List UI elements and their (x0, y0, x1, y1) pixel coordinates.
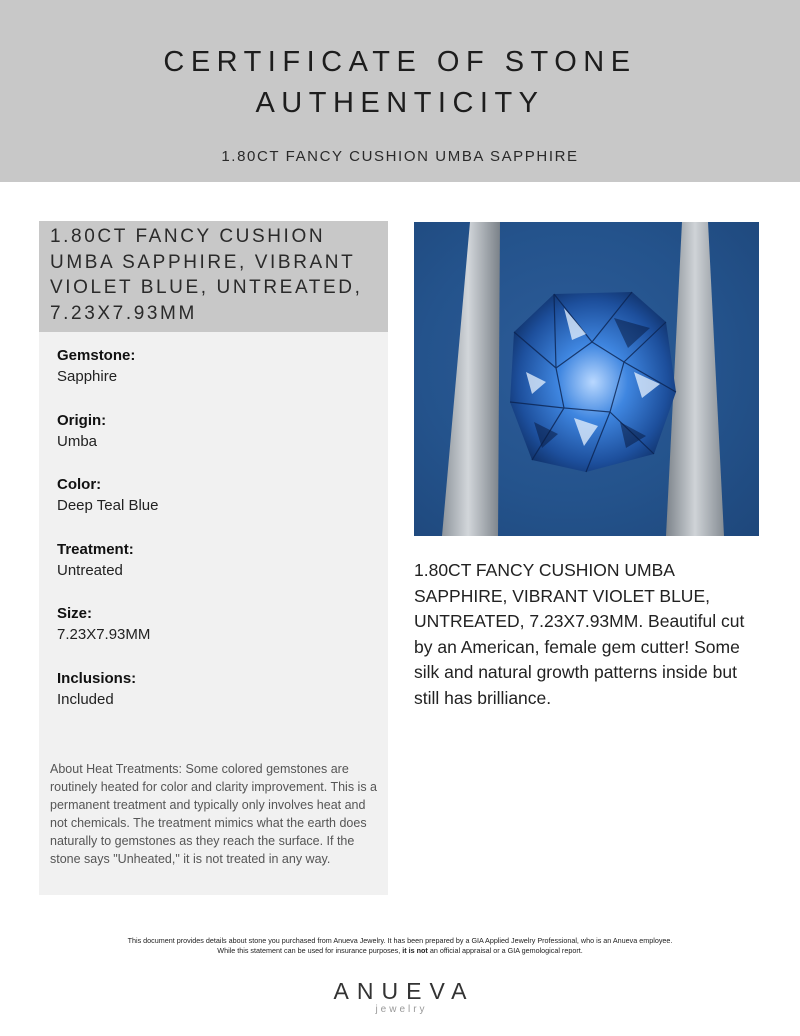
spec-value: Umba (57, 432, 98, 450)
spec-origin (57, 411, 377, 476)
spec-size (57, 604, 377, 669)
stone-title-box (39, 221, 388, 332)
spec-gemstone (57, 346, 377, 411)
disclaimer-line-2 (0, 946, 800, 956)
stone-details-panel (39, 221, 388, 895)
spec-value: Included (57, 690, 114, 708)
spec-label: Gemstone: (57, 347, 136, 364)
disclaimer-line-1: This document provides details about stone you purchased from Anueva Jewelry. It has been prepared by a GIA Applied Jewelry Professional, who is an Anueva employee. (127, 936, 673, 945)
spec-value: 7.23X7.93MM (57, 626, 151, 644)
spec-value: Deep Teal Blue (57, 497, 159, 515)
logo-name: ANUEVA (333, 978, 475, 1004)
logo-tagline: jewelry (375, 1004, 428, 1015)
certificate-title-line-1: CERTIFICATE OF STONE (163, 46, 637, 78)
spec-color (57, 475, 377, 540)
spec-value: Untreated (57, 561, 123, 579)
spec-label: Color: (57, 476, 102, 494)
anueva-logo (0, 978, 800, 1016)
certificate-header (0, 0, 800, 182)
spec-label: Inclusions: (57, 669, 137, 687)
spec-label: Origin: (57, 411, 107, 429)
spec-label: Size: (57, 605, 93, 623)
gemstone-photo (414, 222, 759, 536)
spec-inclusions (57, 669, 377, 734)
spec-list (57, 346, 377, 734)
stone-title: 1.80CT FANCY CUSHION UMBA SAPPHIRE, VIBRANT VIOLET BLUE, UNTREATED, 7.23X7.93MM (50, 226, 363, 324)
certificate-subtitle: 1.80CT FANCY CUSHION UMBA SAPPHIRE (221, 148, 579, 165)
sapphire-in-tweezers-illustration (414, 222, 759, 536)
disclaimer-emphasis: it is not (402, 946, 428, 955)
spec-value: Sapphire (57, 368, 118, 385)
disclaimer (0, 936, 800, 956)
stone-description: 1.80CT FANCY CUSHION UMBA SAPPHIRE, VIBRANT VIOLET BLUE, UNTREATED, 7.23X7.93MM. Beautiful cut by an American, female gem cutter! Some silk and natural growth patterns inside but still has brilliance. (414, 560, 745, 708)
certificate-title-line-2: AUTHENTICITY (255, 87, 545, 119)
spec-treatment (57, 540, 377, 605)
disclaimer-line-2-start: While this statement can be used for insurance purposes, (217, 946, 403, 955)
spec-label: Treatment: (57, 540, 134, 558)
heat-treatment-note: About Heat Treatments: Some colored gemstones are routinely heated for color and clarity improvement. This is a permanent treatment and typically only involves heat and not chemicals. The treatment mimics what the earth does naturally to gemstones as they reach the surface. If the stone says "Unheated," it is not treated in any way. (50, 762, 378, 866)
certificate-title (0, 42, 800, 124)
disclaimer-line-2-end: an official appraisal or a GIA gemological report. (427, 946, 583, 955)
